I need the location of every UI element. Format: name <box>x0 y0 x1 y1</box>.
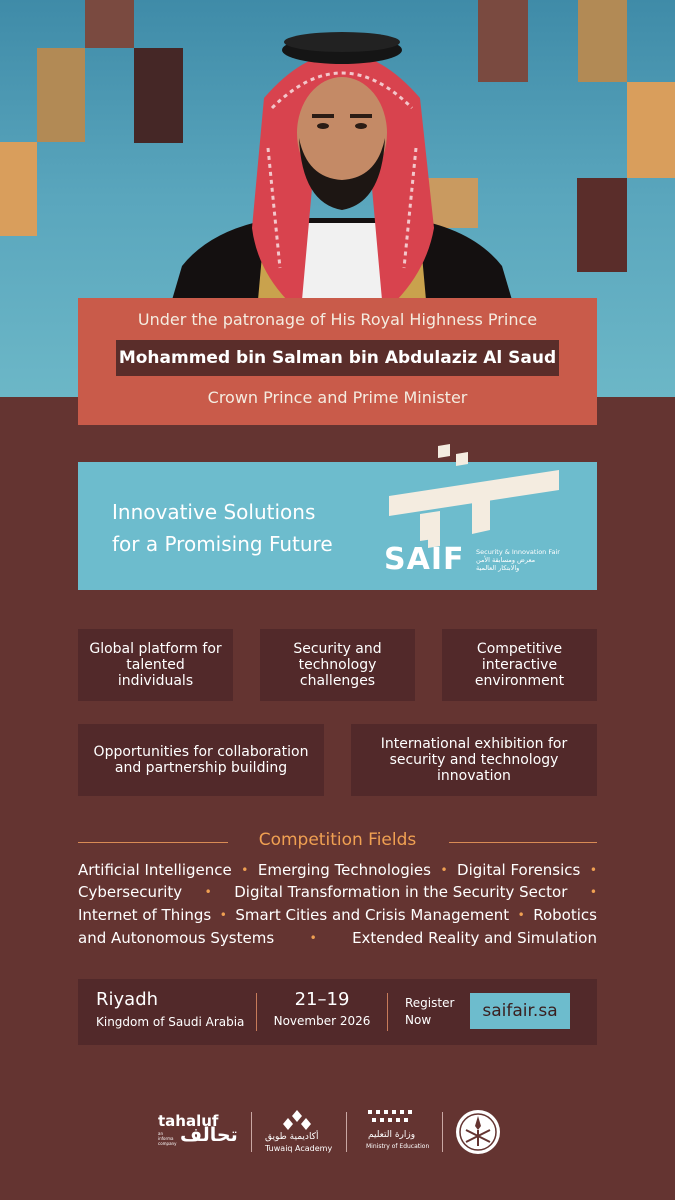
moe-logo-text: Ministry of Education <box>366 1143 430 1150</box>
competition-fields-line <box>78 904 597 926</box>
tahaluf-logo-text: tahaluf <box>158 1112 219 1130</box>
register-label-line-2: Now <box>405 1013 432 1027</box>
event-country: Kingdom of Saudi Arabia <box>96 1015 245 1029</box>
tuwaiq-logo-text: Tuwaiq Academy <box>265 1144 333 1153</box>
decor-tile <box>578 0 627 82</box>
bullet-icon: • <box>219 908 227 922</box>
competition-fields-line <box>78 881 597 903</box>
bullet-icon: • <box>589 863 597 877</box>
field-item: Extended Reality and Simulation <box>352 929 597 947</box>
divider <box>442 1112 443 1152</box>
bullet-icon: • <box>589 885 597 899</box>
tagline-line-2: for a Promising Future <box>112 532 333 556</box>
field-item: Smart Cities and Crisis Management <box>235 906 510 924</box>
decor-tile <box>627 82 675 178</box>
event-city: Riyadh <box>96 989 159 1010</box>
divider <box>346 1112 347 1152</box>
competition-fields-header <box>78 830 597 854</box>
divider <box>387 993 388 1031</box>
bullet-icon: • <box>241 863 249 877</box>
saif-wordmark: SAIF <box>384 542 465 577</box>
patronage-panel <box>78 298 597 425</box>
tahaluf-logo-icon <box>158 1110 242 1154</box>
tuwaiq-mark-icon <box>262 1108 332 1130</box>
tuwaiq-logo-icon <box>262 1108 332 1156</box>
bullet-icon: • <box>204 885 212 899</box>
website-link[interactable]: saifair.sa <box>470 993 570 1029</box>
saif-subtitle-ar-2: والابتكار العالمية <box>476 564 520 572</box>
feature-competitive-environment: Competitive interactive environment <box>442 629 597 701</box>
bullet-icon: • <box>517 908 525 922</box>
decor-tile <box>0 142 37 236</box>
moe-mark-icon <box>358 1108 428 1128</box>
tagline <box>112 496 333 560</box>
field-item: Emerging Technologies <box>257 861 431 879</box>
saif-banner <box>78 462 597 590</box>
tagline-line-1: Innovative Solutions <box>112 500 316 524</box>
competition-fields-title: Competition Fields <box>258 830 417 850</box>
feature-collaboration: Opportunities for collaboration and partnership building <box>78 724 324 796</box>
crown-prince-portrait-icon <box>172 18 512 300</box>
saudi-emblem-icon <box>454 1108 502 1156</box>
field-item: and Autonomous Systems <box>78 929 275 947</box>
feature-international-exhibition: International exhibition for security and technology innovation <box>351 724 597 796</box>
field-item: Internet of Things <box>78 906 212 924</box>
tuwaiq-logo-arabic: أكاديمية طويق <box>265 1132 319 1142</box>
field-item: Digital Transformation in the Security Sector <box>234 883 568 901</box>
feature-security-challenges: Security and technology challenges <box>260 629 415 701</box>
decor-tile <box>85 0 134 48</box>
partner-logos <box>150 1104 525 1160</box>
field-item: Digital Forensics <box>457 861 581 879</box>
patron-title: Crown Prince and Prime Minister <box>207 388 468 407</box>
event-month: November 2026 <box>273 1014 371 1028</box>
tahaluf-logo-arabic: تحالف <box>180 1124 238 1146</box>
event-date: 21–19 <box>294 989 350 1010</box>
decor-tile <box>577 178 627 272</box>
saif-subtitle <box>476 548 566 572</box>
event-info-bar <box>78 979 597 1045</box>
register-label <box>405 995 454 1029</box>
patronage-intro: Under the patronage of His Royal Highness Prince <box>137 310 538 329</box>
saif-subtitle-en: Security & Innovation Fair <box>476 548 560 556</box>
divider <box>256 993 257 1031</box>
tahaluf-logo-subtitle: an informa company <box>158 1131 177 1146</box>
field-item: Cybersecurity <box>78 883 183 901</box>
saif-subtitle-ar-1: معرض ومسابقة الأمن <box>476 556 536 564</box>
bullet-icon: • <box>309 931 317 945</box>
competition-fields-line <box>78 927 597 949</box>
competition-fields-line <box>78 859 597 881</box>
feature-global-platform: Global platform for talented individuals <box>78 629 233 701</box>
moe-logo-arabic: وزارة التعليم <box>368 1130 416 1140</box>
bullet-icon: • <box>440 863 448 877</box>
ministry-of-education-logo-icon <box>358 1108 428 1156</box>
field-item: Artificial Intelligence <box>78 861 232 879</box>
divider <box>251 1112 252 1152</box>
patron-name: Mohammed bin Salman bin Abdulaziz Al Saud <box>116 340 559 376</box>
field-item: Robotics <box>533 906 597 924</box>
register-label-line-1: Register <box>405 996 455 1010</box>
decor-tile <box>37 48 85 142</box>
